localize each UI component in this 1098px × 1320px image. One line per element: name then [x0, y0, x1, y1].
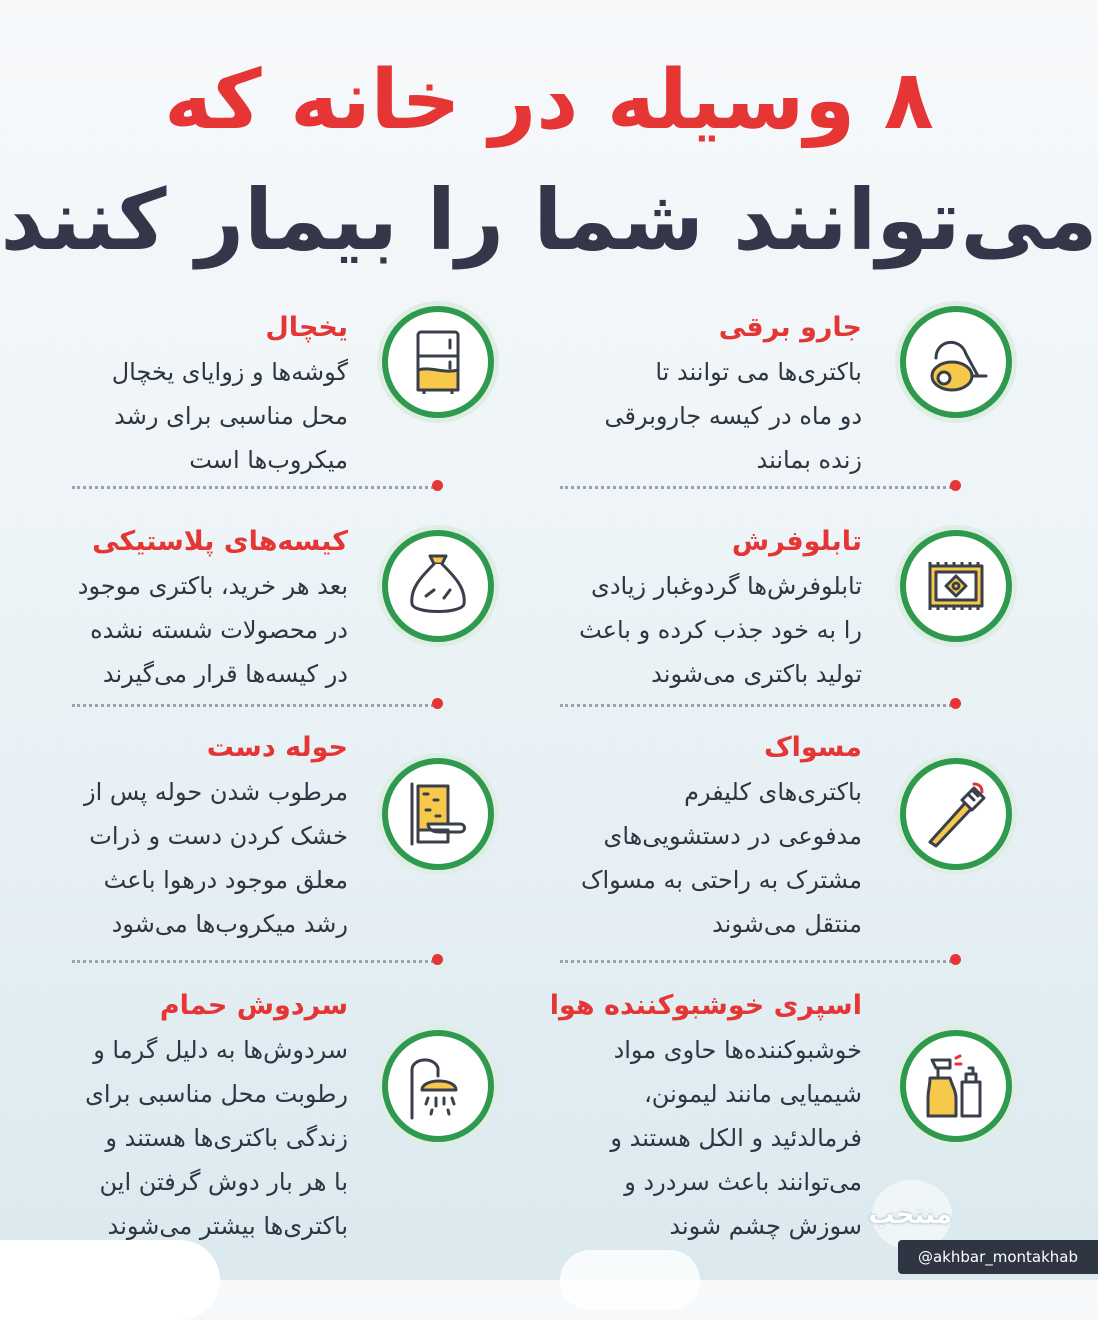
divider-dotted [560, 960, 952, 963]
item-title-fridge: یخچال [265, 312, 348, 343]
item-text-towel [18, 770, 348, 946]
watermark-logo: منتخب [872, 1180, 952, 1250]
text-line: باکتری‌ها بیشتر می‌شوند [107, 1212, 348, 1240]
text-line: فرمالدئید و الکل هستند و [610, 1124, 862, 1152]
text-line: بعد هر خرید، باکتری موجود [77, 572, 348, 600]
text-line: باکتری‌ها می توانند تا [655, 358, 862, 386]
text-line: باکتری‌های کلیفرم [684, 778, 862, 806]
text-line: معلق موجود درهوا باعث [103, 866, 348, 894]
text-line: در کیسه‌ها قرار می‌گیرند [102, 660, 348, 688]
text-line: رشد میکروب‌ها می‌شود [111, 910, 348, 938]
text-line: مدفوعی در دستشویی‌های [603, 822, 862, 850]
rug-icon [900, 530, 1012, 642]
item-text-plastic-bag [8, 564, 348, 696]
channel-handle: @akhbar_montakhab [898, 1240, 1098, 1274]
text-line: محل مناسبی برای رشد [114, 402, 348, 430]
text-line: دو ماه در کیسه جاروبرقی [604, 402, 862, 430]
item-title-air-freshener: اسپری خوشبوکننده هوا [549, 990, 862, 1021]
text-line: خوشبوکننده‌ها حاوی مواد [613, 1036, 862, 1064]
text-line: تابلوفرش‌ها گردوغبار زیادی [591, 572, 862, 600]
item-title-rug: تابلوفرش [731, 526, 862, 557]
plastic-bag-icon [382, 530, 494, 642]
divider-dot [950, 698, 961, 709]
item-title-shower-head: سردوش حمام [159, 990, 348, 1021]
text-line: مرطوب شدن حوله پس از [84, 778, 348, 806]
item-title-toothbrush: مسواک [763, 732, 862, 763]
towel-icon [382, 758, 494, 870]
cloud-decoration [560, 1250, 700, 1310]
text-line: گوشه‌ها و زوایای یخچال [111, 358, 348, 386]
divider-dotted [72, 960, 434, 963]
text-line: خشک کردن دست و ذرات [89, 822, 348, 850]
divider-dotted [560, 704, 952, 707]
cloud-decoration [0, 1240, 220, 1320]
item-text-vacuum [542, 350, 862, 482]
item-text-rug [522, 564, 862, 696]
shower-head-icon [382, 1030, 494, 1142]
item-title-vacuum: جارو برقی [718, 312, 862, 343]
divider-dotted [72, 486, 434, 489]
text-line: زندگی باکتری‌ها هستند و [105, 1124, 348, 1152]
item-text-shower-head [18, 1028, 348, 1248]
text-line: در محصولات شسته نشده [90, 616, 348, 644]
divider-dotted [72, 704, 434, 707]
text-line: را به خود جذب کرده و باعث [579, 616, 862, 644]
item-text-toothbrush [522, 770, 862, 946]
text-line: با هر بار دوش گرفتن این [99, 1168, 348, 1196]
text-line: منتقل می‌شوند [712, 910, 862, 938]
divider-dotted [560, 486, 952, 489]
text-line: سوزش چشم شوند [669, 1212, 862, 1240]
text-line: مشترک به راحتی به مسواک [581, 866, 862, 894]
text-line: میکروب‌ها است [189, 446, 348, 474]
item-title-plastic-bag: کیسه‌های پلاستیکی [92, 526, 348, 557]
divider-dot [950, 480, 961, 491]
divider-dot [432, 480, 443, 491]
item-title-towel: حوله دست [206, 732, 348, 763]
spray-bottle-icon [900, 1030, 1012, 1142]
toothbrush-icon [900, 758, 1012, 870]
fridge-icon [382, 306, 494, 418]
text-line: زنده بمانند [756, 446, 862, 474]
item-text-fridge [18, 350, 348, 482]
page-title-line-2: می‌توانند شما را بیمار کنند [0, 171, 1098, 269]
divider-dot [432, 954, 443, 965]
divider-dot [432, 698, 443, 709]
text-line: می‌توانند باعث سردرد و [624, 1168, 862, 1196]
vacuum-cleaner-icon [900, 306, 1012, 418]
text-line: شیمیایی مانند لیمونن، [644, 1080, 862, 1108]
divider-dot [950, 954, 961, 965]
text-line: سردوش‌ها به دلیل گرما و [93, 1036, 348, 1064]
text-line: تولید باکتری می‌شوند [651, 660, 862, 688]
item-text-air-freshener [522, 1028, 862, 1248]
page-title-line-1: ۸ وسیله در خانه که [164, 53, 934, 148]
text-line: رطوبت محل مناسبی برای [85, 1080, 348, 1108]
